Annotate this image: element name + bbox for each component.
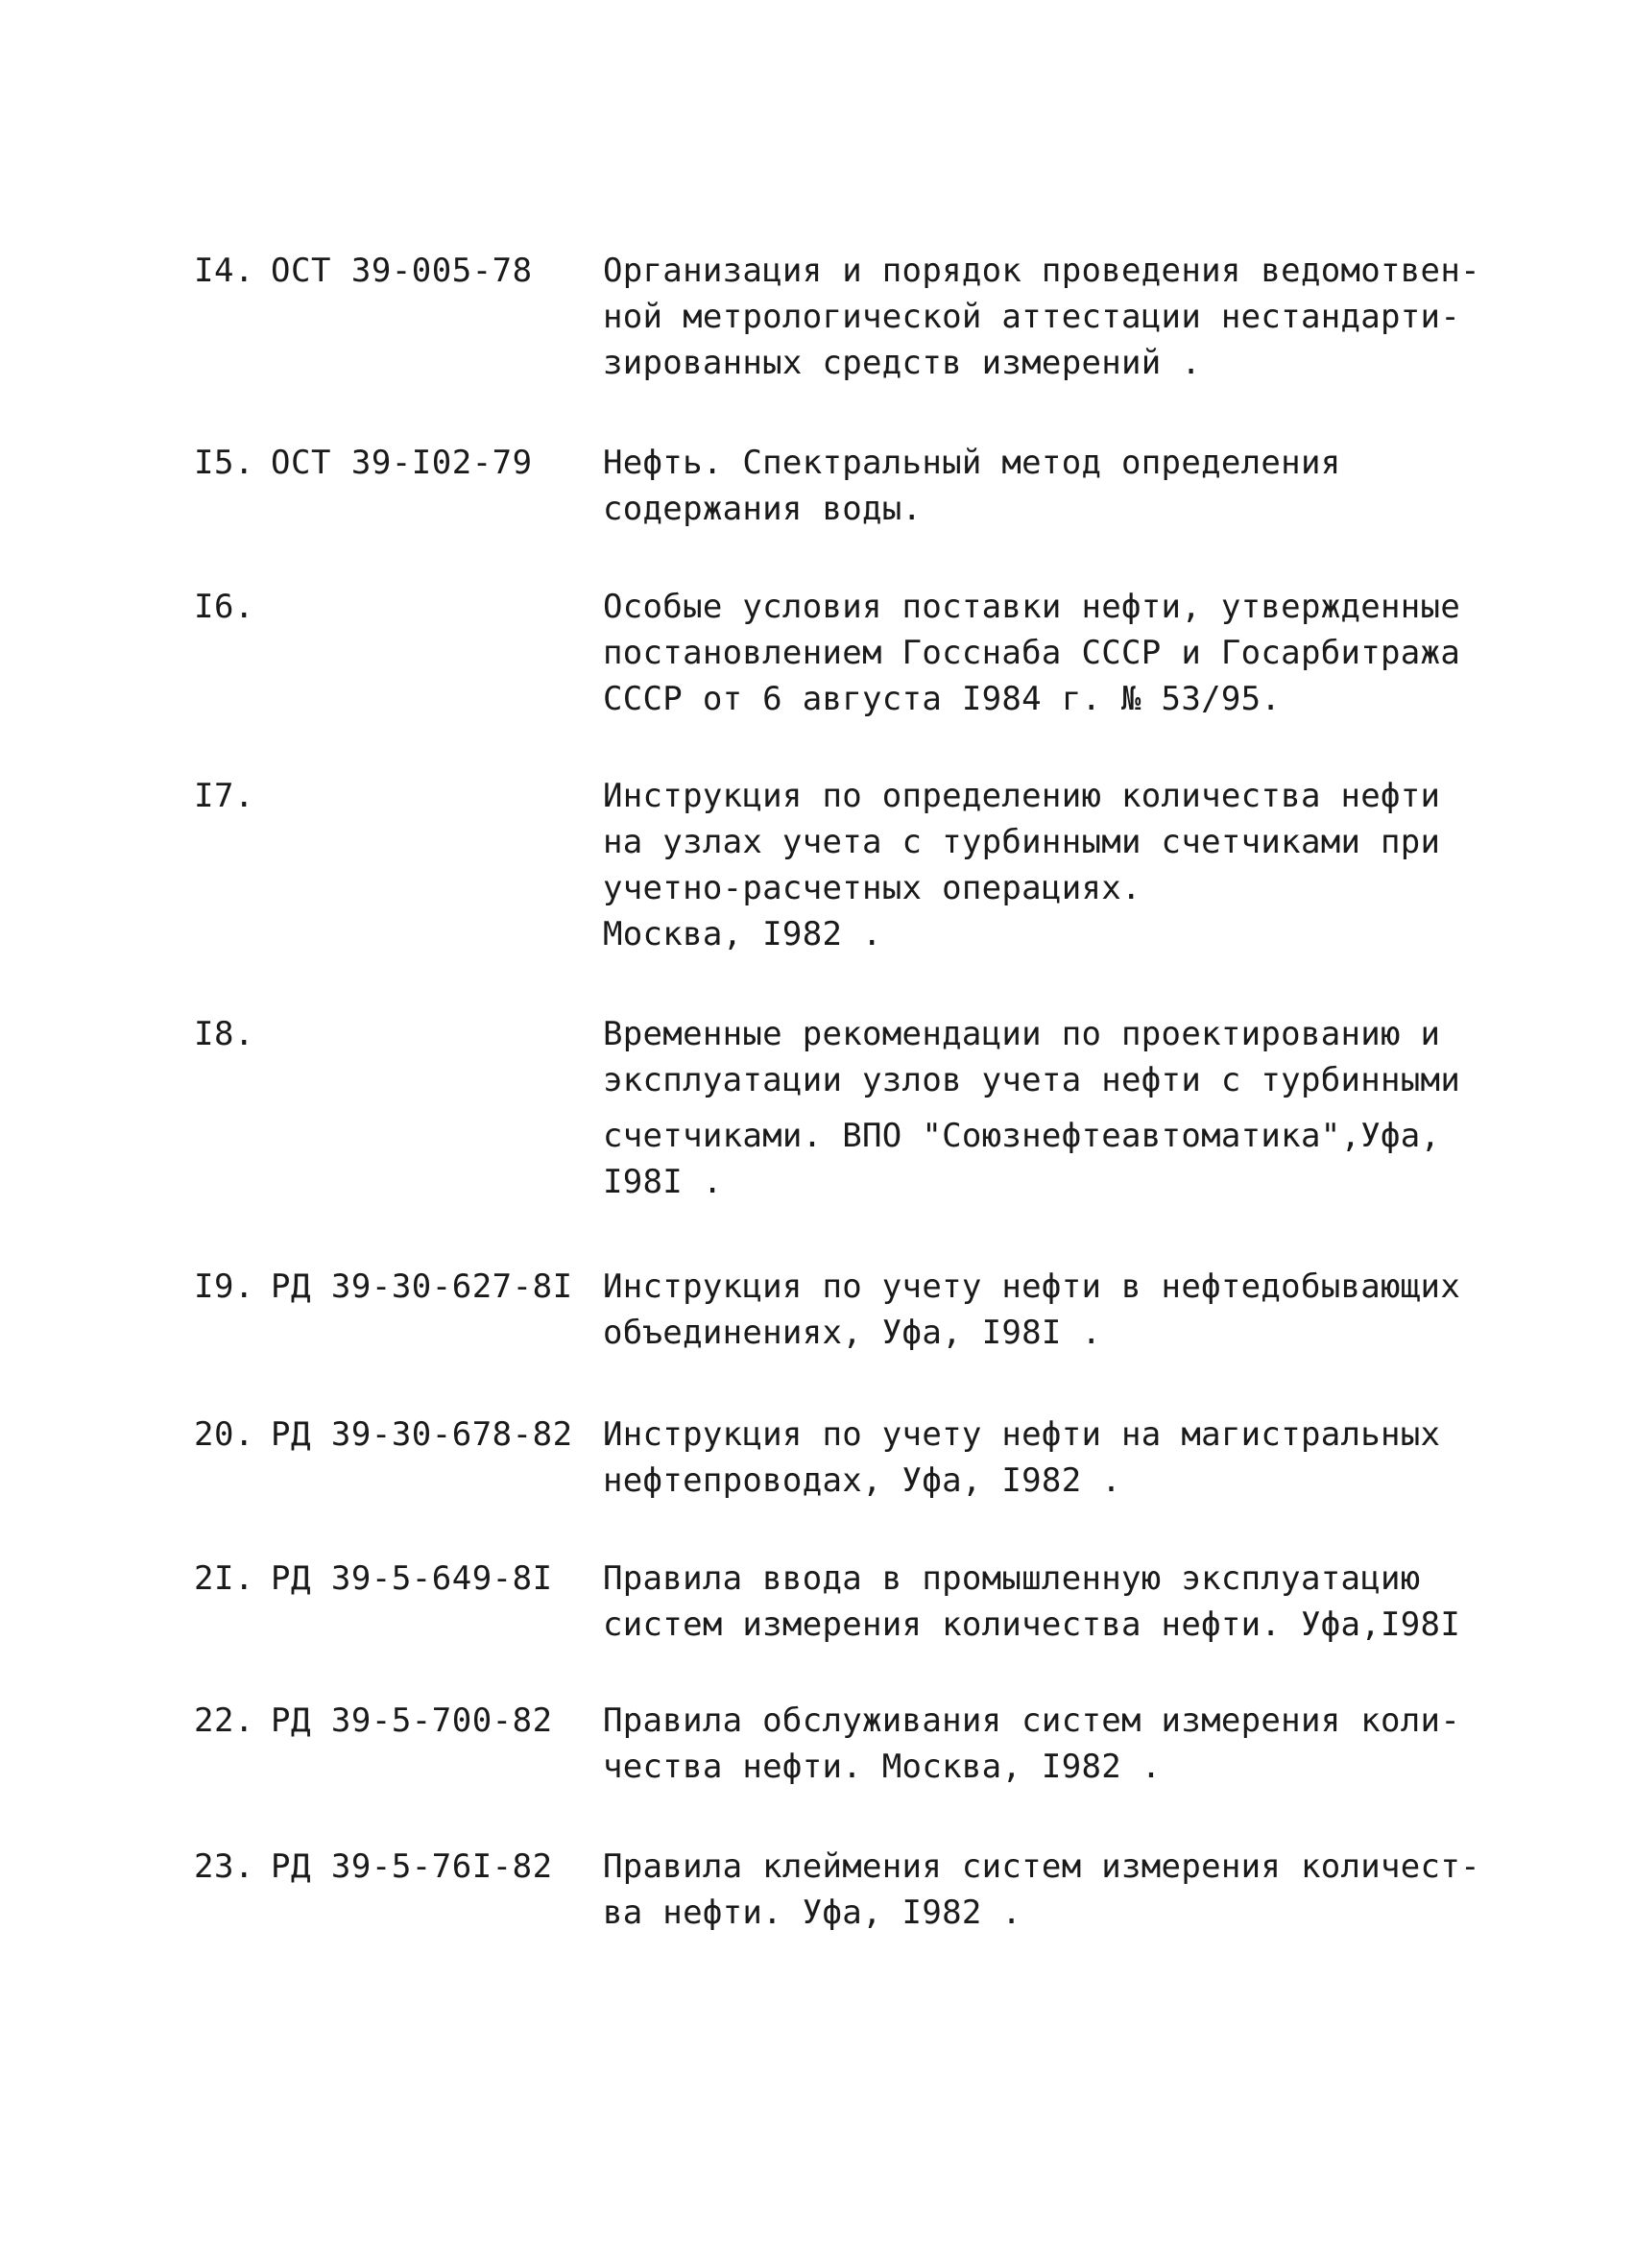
entry-number: I9. xyxy=(194,1267,254,1306)
entry-description xyxy=(603,1264,1563,1356)
description-line: Нефть. Спектральный метод определения xyxy=(603,444,1341,482)
description-line: СССР от 6 августа I984 г. № 53/95. xyxy=(603,680,1282,718)
entry-code: РД 39-5-700-82 xyxy=(271,1701,553,1740)
description-line: Инструкция по учету нефти в нефтедобывающих xyxy=(603,1267,1461,1306)
description-line: Особые условия поставки нефти, утвержденные xyxy=(603,588,1461,626)
description-line: Инструкция по определению количества нефти xyxy=(603,777,1441,815)
entry-description xyxy=(603,1011,1563,1205)
description-line: Правила обслуживания систем измерения коли- xyxy=(603,1701,1461,1740)
entry-number: I6. xyxy=(194,588,254,626)
description-line: зированных средств измерений . xyxy=(603,344,1202,382)
entry-number: I8. xyxy=(194,1015,254,1053)
description-line: учетно-расчетных операциях. xyxy=(603,869,1141,907)
entry-number: 23. xyxy=(194,1847,254,1886)
entry-number: 2I. xyxy=(194,1559,254,1598)
description-line: Правила клеймения систем измерения количест- xyxy=(603,1847,1480,1886)
description-line: постановлением Госснаба СССР и Госарбитража xyxy=(603,634,1461,672)
description-line: ва нефти. Уфа, I982 . xyxy=(603,1894,1022,1932)
entry-description xyxy=(603,440,1563,532)
entry-description xyxy=(603,1411,1563,1504)
entry-description xyxy=(603,248,1563,386)
entry-description xyxy=(603,1698,1563,1790)
entry-description xyxy=(603,1844,1563,1936)
description-line: нефтепроводах, Уфа, I982 . xyxy=(603,1461,1122,1500)
entry-code: ОСТ 39-I02-79 xyxy=(271,444,533,482)
entry-number: 22. xyxy=(194,1701,254,1740)
description-line: на узлах учета с турбинными счетчиками при xyxy=(603,823,1441,861)
description-line: систем измерения количества нефти. Уфа,I98I xyxy=(603,1605,1461,1644)
description-line: Москва, I982 . xyxy=(603,915,882,953)
description-line: чества нефти. Москва, I982 . xyxy=(603,1748,1162,1786)
entry-description xyxy=(603,1556,1563,1648)
description-line: объединениях, Уфа, I98I . xyxy=(603,1314,1102,1352)
description-line: эксплуатации узлов учета нефти с турбинными xyxy=(603,1061,1461,1099)
description-line: Правила ввода в промышленную эксплуатацию xyxy=(603,1559,1421,1598)
entry-number: 20. xyxy=(194,1415,254,1454)
entry-number: I4. xyxy=(194,252,254,290)
entry-number: I5. xyxy=(194,444,254,482)
entry-code: РД 39-5-76I-82 xyxy=(271,1847,553,1886)
entry-code: РД 39-30-678-82 xyxy=(271,1415,573,1454)
entry-code: ОСТ 39-005-78 xyxy=(271,252,533,290)
entry-code: РД 39-30-627-8I xyxy=(271,1267,573,1306)
description-line: содержания воды. xyxy=(603,490,923,528)
entry-description xyxy=(603,773,1563,957)
description-line: Организация и порядок проведения ведомотвен- xyxy=(603,252,1480,290)
entry-description xyxy=(603,584,1563,722)
description-line: Инструкция по учету нефти на магистральных xyxy=(603,1415,1441,1454)
description-line: Временные рекомендации по проектированию и xyxy=(603,1015,1441,1053)
description-line: ной метрологической аттестации нестандарти- xyxy=(603,298,1461,336)
description-line: счетчиками. ВПО "Союзнефтеавтоматика",Уфа, xyxy=(603,1117,1441,1155)
description-line: I98I . xyxy=(603,1163,723,1201)
entry-code: РД 39-5-649-8I xyxy=(271,1559,553,1598)
entry-number: I7. xyxy=(194,777,254,815)
